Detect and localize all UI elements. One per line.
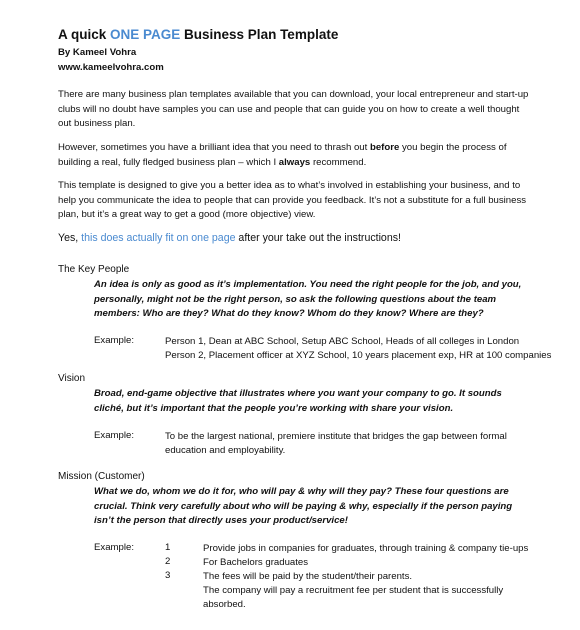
- vision-lead: Broad, end-game objective that illustrates where you want your company to go. It sounds cliché, but it’s important that the people you’re working with share your vision.: [94, 388, 502, 414]
- mission-lead: What we do, whom we do it for, who will pay & why will they pay? These four questions are crucial. Think very carefully about who will be paying & why, especially if the person paying isn’t the person that directly uses your product/service!: [94, 486, 513, 527]
- mission-item-number: 3: [165, 570, 171, 581]
- mission-item-text: absorbed.: [203, 599, 246, 610]
- section-heading-vision: Vision: [58, 373, 86, 384]
- mission-example-label: Example:: [94, 542, 134, 553]
- mission-item-text: Provide jobs in companies for graduates, through training & company tie-ups: [203, 543, 529, 554]
- mission-item-text: The company will pay a recruitment fee per student that is successfully: [203, 585, 504, 596]
- mission-item-number: 1: [165, 542, 171, 553]
- yes-line: Yes, this does actually fit on one page after your take out the instructions!: [58, 232, 401, 244]
- author-line: By Kameel Vohra: [58, 47, 137, 58]
- key-people-lead: An idea is only as good as it’s implementation. You need the right people for the job, and you, personally, might not be the right person, so ask the following questions about the team members: Who are they? What do they know? Whom do they know? Where are they?: [94, 279, 522, 320]
- website-link[interactable]: www.kameelvohra.com: [58, 62, 164, 73]
- vision-example-line-1: To be the largest national, premiere institute that bridges the gap between formal: [165, 431, 507, 442]
- vision-example-line-2: education and employability.: [165, 445, 286, 456]
- intro-paragraph-2: However, sometimes you have a brilliant idea that you need to thrash out before you begin the process of building a real, fully fledged business plan – which I always recommend.: [58, 142, 507, 168]
- intro-paragraph-3: This template is designed to give you a better idea as to what’s involved in establishing your business, and to help you communicate the idea to people that can provide you feedback. It’s not a substitute for a full business plan, but it’s a great way to get a good (more objective) view.: [58, 180, 527, 220]
- document-title: A quick ONE PAGE Business Plan Template: [58, 27, 339, 42]
- key-people-example-label: Example:: [94, 335, 134, 346]
- mission-item-number: 2: [165, 556, 171, 567]
- intro-paragraph-1: There are many business plan templates available that you can download, your local entrepreneur and start-up clubs will no doubt have samples you can use and people that can guide you on how to create a well thought out business plan.: [58, 89, 529, 129]
- section-heading-mission: Mission (Customer): [58, 471, 145, 482]
- one-page-link[interactable]: this does actually fit on one page: [81, 232, 236, 244]
- title-highlight: ONE PAGE: [110, 27, 181, 42]
- section-heading-key-people: The Key People: [58, 264, 130, 275]
- key-people-example-1: Person 1, Dean at ABC School, Setup ABC School, Heads of all colleges in London: [165, 336, 520, 347]
- mission-item-text: The fees will be paid by the student/their parents.: [203, 571, 413, 582]
- vision-example-label: Example:: [94, 430, 134, 441]
- mission-item-text: For Bachelors graduates: [203, 557, 309, 568]
- key-people-example-2: Person 2, Placement officer at XYZ School, 10 years placement exp, HR at 100 companies: [165, 350, 552, 361]
